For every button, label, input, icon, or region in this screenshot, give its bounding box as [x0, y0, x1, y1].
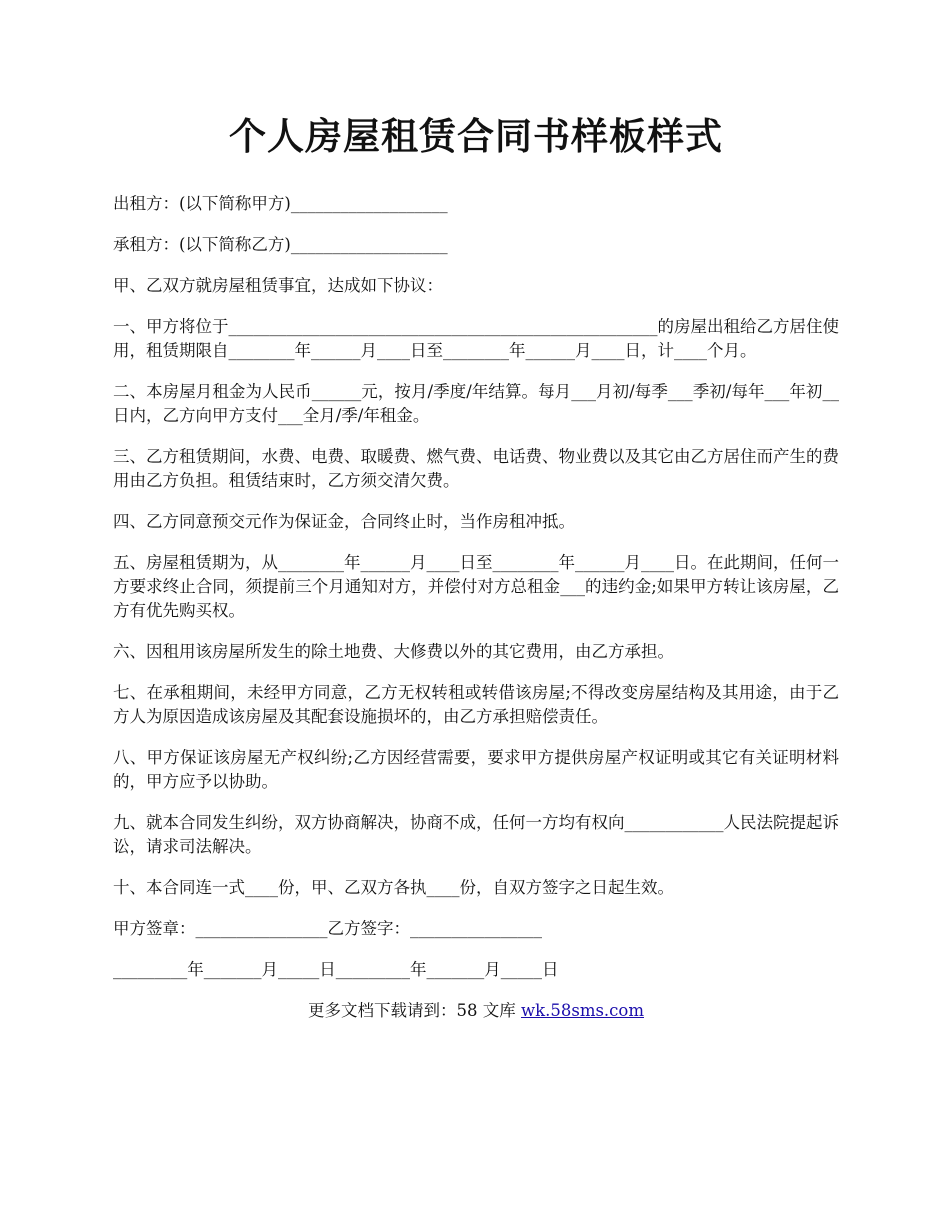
lessor-line: 出租方：(以下简称甲方)___________________: [113, 194, 448, 213]
clause-10: 十、本合同连一式____份，甲、乙双方各执____份，自双方签字之日起生效。: [113, 878, 674, 897]
clause-5: 五、房屋租赁期为，从________年______月____日至________年______月____日。在此期间，任何一方要求终止合同，须提前三个月通知对方，并偿付对方总租金___的违约金;如果甲方转让该房屋，乙方有优先购买权。: [113, 553, 839, 620]
clause-8: 八、甲方保证该房屋无产权纠纷;乙方因经营需要，要求甲方提供房屋产权证明或其它有关证明材料的，甲方应予以协助。: [113, 748, 839, 791]
lessee-line: 承租方：(以下简称乙方)___________________: [113, 235, 448, 254]
date-line: _________年_______月_____日_________年_______月_____日: [113, 960, 559, 979]
clause-9: 九、就本合同发生纠纷，双方协商解决，协商不成，任何一方均有权向____________人民法院提起诉讼，请求司法解决。: [113, 813, 839, 856]
signature-line: 甲方签章：________________乙方签字：________________: [113, 919, 542, 938]
clause-4: 四、乙方同意预交元作为保证金，合同终止时，当作房租冲抵。: [113, 512, 575, 531]
document-page: [113, 108, 839, 1023]
clause-7: 七、在承租期间，未经甲方同意，乙方无权转租或转借该房屋;不得改变房屋结构及其用途，由于乙方人为原因造成该房屋及其配套设施损坏的，由乙方承担赔偿责任。: [113, 683, 839, 726]
clause-1: 一、甲方将位于____________________________________________________的房屋出租给乙方居住使用，租赁期限自________年______月____日至________年______月____日，计____个月。: [113, 317, 839, 360]
agreement-intro: 甲、乙双方就房屋租赁事宜，达成如下协议：: [113, 276, 443, 295]
clause-6: 六、因租用该房屋所发生的除土地费、大修费以外的其它费用，由乙方承担。: [113, 642, 674, 661]
document-title: 个人房屋租赁合同书样板样式: [229, 114, 723, 158]
footer-link[interactable]: wk.58sms.com: [520, 1001, 644, 1020]
download-footer: [113, 999, 839, 1023]
footer-prefix: 更多文档下载请到：58 文库: [307, 1001, 521, 1020]
clause-2: 二、本房屋月租金为人民币______元，按月/季度/年结算。每月___月初/每季___季初/每年___年初__日内，乙方向甲方支付___全月/季/年租金。: [113, 382, 839, 425]
clause-3: 三、乙方租赁期间，水费、电费、取暖费、燃气费、电话费、物业费以及其它由乙方居住而产生的费用由乙方负担。租赁结束时，乙方须交清欠费。: [113, 447, 839, 490]
